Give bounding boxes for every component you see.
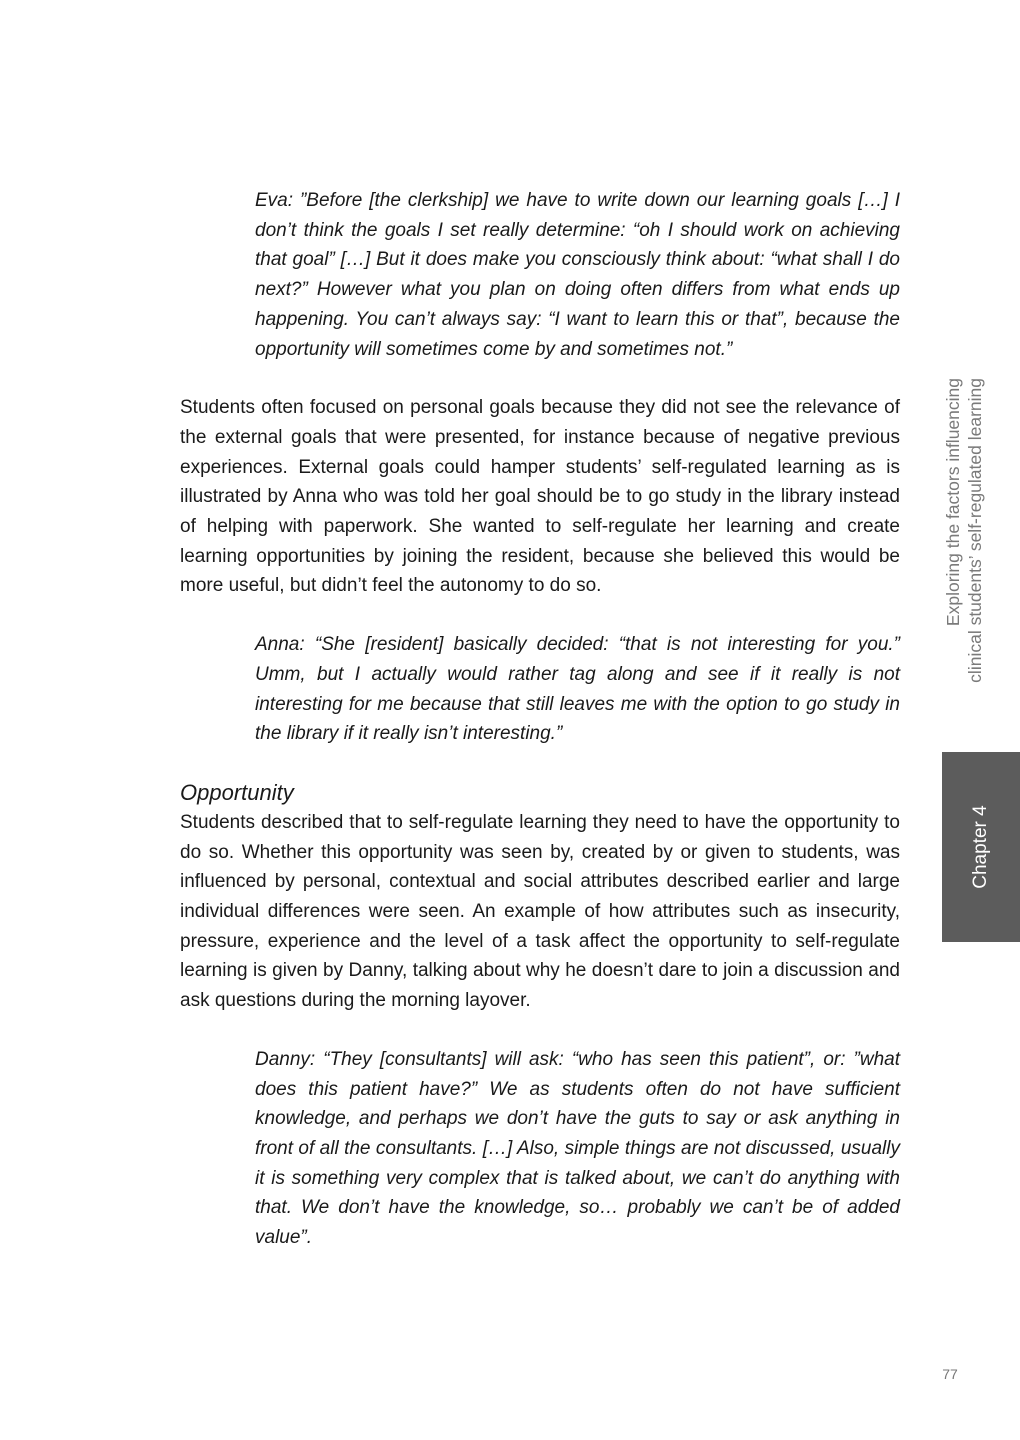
paragraph-opportunity: Students described that to self-regulate learning they need to have the opportunity to do so. Whether this opportunity was seen by, created by or given to students, was influenced by personal, contextual and social attributes described earlier and large individual differences were seen. An example of how attributes such as insecurity, pressure, experience and the level of a task affect the opportunity to self-regulate learning is given by Danny, talking about why he doesn’t dare to join a discussion and ask questions during the morning layover. (180, 811, 900, 1012)
quote-danny: Danny: “They [consultants] will ask: “who has seen this patient”, or: ”what does this patient have?” We as students often do not have sufficient knowledge, and perhaps we don’t have the guts to say or ask anything in front of all the consultants. […] Also, simple things are not discussed, usually it is something very complex that is talked about, we can’t do anything with that. We don’t have the knowledge, so… probably we can’t be of added value”. (255, 1048, 900, 1249)
main-text-column (180, 186, 900, 1253)
spacer (180, 601, 900, 630)
spacer (180, 364, 900, 393)
quote-anna: Anna: “She [resident] basically decided: “that is not interesting for you.” Umm, but I actually would rather tag along and see if it really is not interesting for me because that still leaves me with the option to go study in the library if it really isn’t interesting.” (255, 634, 900, 745)
section-heading-opportunity: Opportunity (180, 779, 294, 805)
paragraph-personal-goals: Students often focused on personal goals because they did not see the relevance of the external goals that were presented, for instance because of negative previous experiences. External goals could hamper students’ self-regulated learning as is illustrated by Anna who was told her goal should be to go study in the library instead of helping with paperwork. She wanted to self-regulate her learning and create learning opportunities by joining the resident, because she believed this would be more useful, but didn’t feel the autonomy to do so. (180, 397, 900, 597)
chapter-tab-label: Chapter 4 (970, 805, 991, 889)
running-title (942, 378, 988, 720)
running-title-line-1: Exploring the factors influencing (943, 378, 963, 627)
page-number: 77 (942, 1366, 958, 1382)
spacer (180, 1016, 900, 1045)
spacer (180, 749, 900, 778)
quote-eva: Eva: ”Before [the clerkship] we have to write down our learning goals […] I don’t think the goals I set really determine: “oh I should work on achieving that goal” […] But it does make you consciously think about: “what shall I do next?” However what you plan on doing often differs from what ends up happening. You can’t always say: “I want to learn this or that”, because the opportunity will sometimes come by and sometimes not.” (255, 190, 900, 360)
chapter-tab (942, 752, 1020, 942)
running-title-line-2: clinical students’ self-regulated learning (965, 378, 985, 683)
